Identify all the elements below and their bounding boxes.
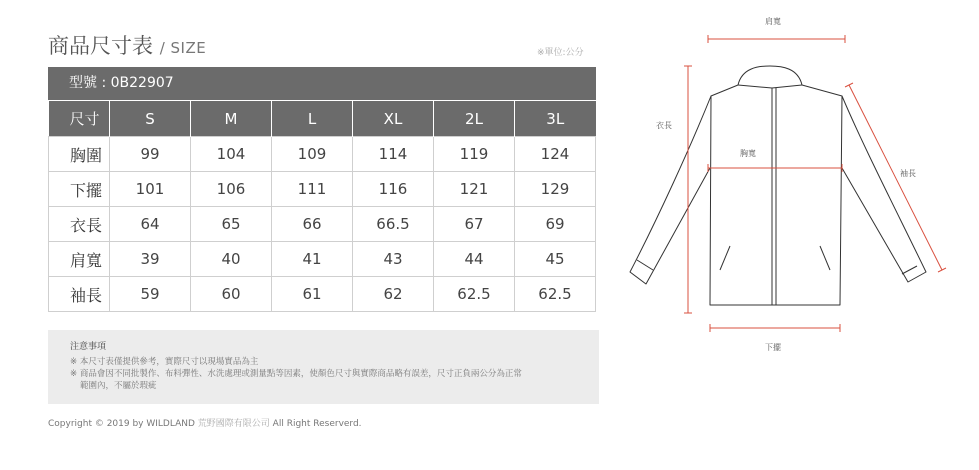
- table-cell: 124: [515, 137, 596, 172]
- jacket-outline: [630, 66, 926, 305]
- sleeve-label: 袖長: [900, 169, 916, 178]
- jacket-measurement-diagram: [620, 8, 960, 358]
- table-row: [49, 137, 596, 172]
- table-cell: 111: [272, 172, 353, 207]
- table-cell: 104: [191, 137, 272, 172]
- table-cell: 40: [191, 242, 272, 277]
- table-row: [49, 207, 596, 242]
- table-cell: 44: [434, 242, 515, 277]
- table-cell: 106: [191, 172, 272, 207]
- table-cell: 119: [434, 137, 515, 172]
- notes-line: 範圍內，不屬於瑕疵: [80, 381, 157, 391]
- table-cell: 59: [110, 277, 191, 312]
- length-label: 衣長: [656, 121, 672, 130]
- row-label: 下擺: [49, 172, 110, 207]
- table-cell: 129: [515, 172, 596, 207]
- table-row: [49, 172, 596, 207]
- table-cell: 62: [353, 277, 434, 312]
- column-header: S: [110, 101, 191, 137]
- table-cell: 101: [110, 172, 191, 207]
- size-table: [48, 100, 596, 312]
- table-cell: 43: [353, 242, 434, 277]
- notes-line: ※ 本尺寸表僅提供參考，實際尺寸以現場實品為主: [70, 357, 259, 367]
- column-header: 2L: [434, 101, 515, 137]
- table-cell: 45: [515, 242, 596, 277]
- table-cell: 65: [191, 207, 272, 242]
- notes-title: 注意事項: [70, 342, 107, 352]
- chest-label: 胸寬: [740, 149, 756, 158]
- row-label: 肩寬: [49, 242, 110, 277]
- table-cell: 66: [272, 207, 353, 242]
- table-cell: 62.5: [434, 277, 515, 312]
- page-title: [48, 30, 206, 60]
- table-cell: 41: [272, 242, 353, 277]
- title-subtitle: / SIZE: [159, 39, 207, 57]
- measurement-lines: [684, 35, 946, 332]
- table-cell: 114: [353, 137, 434, 172]
- column-header: XL: [353, 101, 434, 137]
- hem-label: 下擺: [765, 343, 781, 352]
- notes-box: [48, 330, 599, 404]
- size-table-section: [48, 67, 596, 312]
- column-header: L: [272, 101, 353, 137]
- table-cell: 109: [272, 137, 353, 172]
- copyright-footer: [48, 416, 362, 429]
- table-cell: 64: [110, 207, 191, 242]
- model-number-bar: 型號 : 0B22907: [48, 67, 596, 100]
- column-header: 3L: [515, 101, 596, 137]
- row-label: 胸圍: [49, 137, 110, 172]
- table-row: [49, 277, 596, 312]
- column-header: M: [191, 101, 272, 137]
- rights-text: All Right Reserverd.: [272, 419, 362, 429]
- table-cell: 116: [353, 172, 434, 207]
- table-cell: 99: [110, 137, 191, 172]
- unit-note: ※單位:公分: [537, 48, 584, 58]
- table-cell: 61: [272, 277, 353, 312]
- table-cell: 121: [434, 172, 515, 207]
- copyright-text: Copyright © 2019 by WILDLAND: [48, 419, 195, 429]
- title-main: 商品尺寸表: [48, 34, 153, 58]
- table-header-row: [49, 101, 596, 137]
- shoulder-label: 肩寬: [765, 17, 781, 26]
- table-cell: 60: [191, 277, 272, 312]
- company-name: 荒野國際有限公司: [197, 419, 270, 429]
- table-cell: 67: [434, 207, 515, 242]
- notes-line: ※ 商品會因不同批製作、布料彈性、水洗處理或測量點等因素，使顏色尺寸與實際商品略有誤差，尺寸正負兩公分為正常: [70, 369, 522, 379]
- table-cell: 62.5: [515, 277, 596, 312]
- table-cell: 66.5: [353, 207, 434, 242]
- row-label: 衣長: [49, 207, 110, 242]
- column-header: 尺寸: [49, 101, 110, 137]
- table-cell: 69: [515, 207, 596, 242]
- table-row: [49, 242, 596, 277]
- row-label: 袖長: [49, 277, 110, 312]
- table-cell: 39: [110, 242, 191, 277]
